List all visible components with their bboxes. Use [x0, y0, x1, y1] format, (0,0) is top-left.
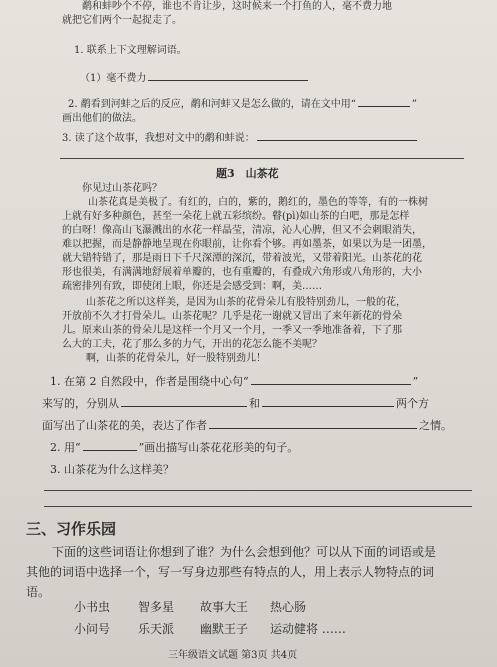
item-text: （1）毫不费力 — [80, 73, 147, 84]
quote-close: ” — [411, 99, 417, 110]
page-footer: 三年级语文试题 第3页 共4页 — [168, 650, 298, 661]
paragraph-line: 就大错特错了，那是雨日下千尺深潭的深沉，带着波光，又带着阳光。山茶花的花 — [62, 253, 422, 264]
question-text: 1. 在第 2 自然段中，作者是围绕中心句“ — [50, 375, 249, 388]
paragraph-line: 疏密排列有致，即使闭上眼，你还是会感受到：啊，美…… — [62, 281, 322, 292]
answer-blank[interactable] — [121, 405, 247, 407]
question-2-text: 2. 鹬看到河蚌之后的反应，鹬和河蚌又是怎么做的，请在文中用“ — [68, 99, 356, 110]
quote-close: ” — [412, 375, 419, 388]
question-2-line2: 画出他们的做法。 — [62, 113, 142, 124]
answer-line[interactable] — [60, 158, 464, 159]
question-3-text: 3. 读了这个故事，我想对文中的鹬和蚌说： — [62, 133, 255, 144]
answer-line[interactable] — [44, 490, 472, 491]
paragraph-line: 么大的工夫，花了那么多的力气，开出的花怎么能不美呢？ — [62, 339, 322, 350]
answer-blank[interactable] — [262, 405, 394, 407]
question-2 — [68, 100, 417, 110]
word-item: 小问号 — [74, 622, 111, 636]
word-item: 故事大王 — [200, 600, 249, 614]
answer-blank[interactable] — [257, 139, 417, 141]
word-item: 幽默王子 — [200, 622, 249, 636]
passage3-question-3: 3. 山茶花为什么这样美？ — [50, 463, 174, 476]
text-segment: ”画出描写山茶花花形美的句子。 — [138, 441, 299, 454]
paragraph-line: 难以把握，而是静静地呈现在你眼前，让你看个够。再如墨茶，如果以为是一团墨， — [62, 239, 432, 250]
paragraph-line: 儿。原来山茶的骨朵儿是这样一个月又一个月，一季又一季地准备着，下了那 — [62, 325, 402, 336]
prompt-line: 其他的词语中选择一个，写一写身边那些有特点的人，用上表示人物特点的词 — [26, 565, 435, 579]
paragraph-line: 上就有好多种颜色，甚至一朵花上就五彩缤纷。瞽(pì)如山茶的白吧，那是怎样 — [62, 211, 410, 222]
answer-blank[interactable] — [209, 427, 417, 429]
paragraph-line: 山茶花真是美极了。有红的，白的，紫的，鹅红的，墨色的等等，有的一株树 — [88, 197, 428, 208]
question-1-item — [80, 74, 310, 84]
text-segment: 和 — [249, 397, 260, 410]
text-segment: 两个方 — [396, 397, 429, 410]
word-item: 乐天派 — [138, 622, 175, 636]
paragraph-line: 的白呀！像高山飞瀑溅出的水花一样晶莹，清凉，沁人心脾，但又不会刺眼消失， — [62, 225, 422, 236]
story-line: 鹬和蚌吵个不停，谁也不肯让步，这时候来一个打鱼的人，毫不费力地 — [82, 1, 392, 12]
text-segment: 来写的，分别从 — [42, 397, 119, 410]
word-item: 小书虫 — [74, 600, 111, 614]
paragraph-line: 啊，山茶的花骨朵儿，好一股特别劲儿！ — [86, 353, 266, 364]
story-line: 就把它们两个一起捉走了。 — [62, 15, 182, 26]
prompt-line: 下面的这些词语让你想到了谁？为什么会想到他？可以从下面的词语或是 — [52, 545, 437, 559]
question-1: 1. 联系上下文理解词语。 — [74, 45, 187, 56]
paragraph-line: 你见过山茶花吗？ — [82, 183, 162, 194]
word-item: 热心肠 — [270, 600, 307, 614]
paragraph-line: 山茶花之所以这样美，是因为山茶的花骨朵儿有股特别劲儿，一般的花， — [86, 297, 406, 308]
paragraph-line: 开放前不久才打骨朵儿。山茶花呢？几乎是花一谢就又冒出了来年新花的骨朵 — [62, 311, 402, 322]
word-item: 智多星 — [138, 600, 175, 614]
section-heading: 三、习作乐园 — [26, 520, 117, 538]
answer-line[interactable] — [44, 506, 472, 507]
question-3 — [62, 134, 419, 144]
answer-blank[interactable] — [148, 79, 308, 81]
passage-title: 题3 山茶花 — [216, 167, 279, 180]
word-item: 运动健将 …… — [270, 622, 346, 636]
answer-blank[interactable] — [83, 449, 137, 451]
text-segment: 面写出了山茶花的美，表达了作者 — [42, 419, 207, 432]
passage3-question-1 — [50, 376, 418, 387]
text-segment: 之情。 — [419, 419, 452, 432]
passage3-question-1-line2 — [42, 398, 429, 409]
answer-blank[interactable] — [251, 383, 411, 385]
passage3-question-2 — [50, 442, 298, 453]
prompt-line: 语。 — [26, 585, 51, 599]
text-segment: 2. 用“ — [50, 441, 81, 454]
answer-blank[interactable] — [358, 105, 410, 107]
paragraph-line: 形也很美，有满满地舒展着单瓣的，也有重瓣的，有叠成六角形或八角形的，大小 — [62, 267, 422, 278]
passage3-question-1-line3 — [42, 420, 452, 431]
